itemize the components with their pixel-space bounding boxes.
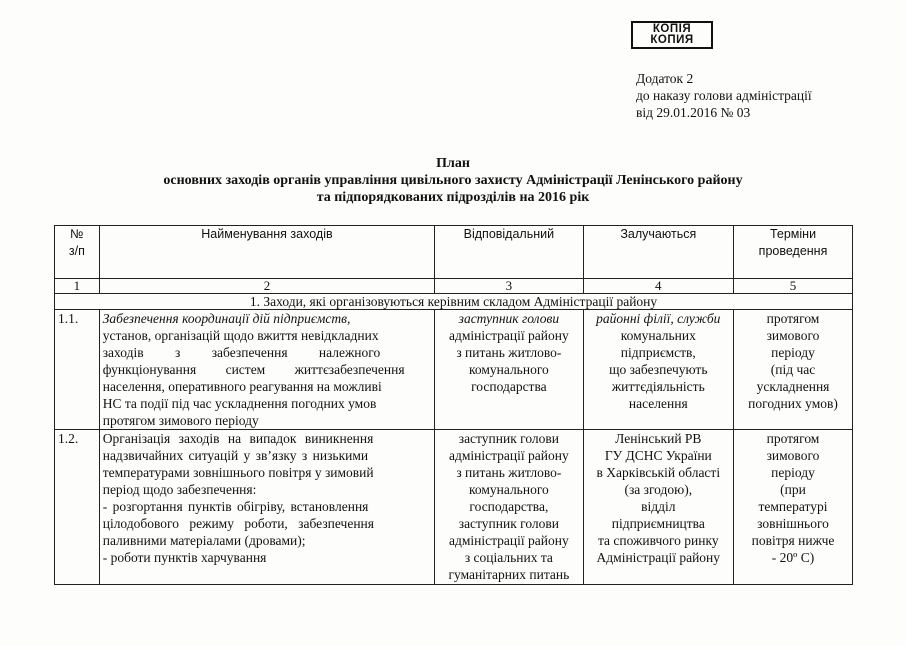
row-measure-name: Організація заходів на випадок виникнення надзвичайних ситуацій у зв’язку з низькими температурами зовнішнього повітря у зимовий період щодо забезпечення: - розгортання пунктів обігріву, встановлення цілодобового режиму роботи, забезпечення паливними матеріалами (дровами); - роботи пунктів харчування: [99, 430, 434, 585]
table-row: [55, 430, 853, 585]
column-number: 5: [734, 279, 853, 294]
header-terms: Терміни проведення: [734, 226, 853, 279]
appendix-line-1: Додаток 2: [636, 71, 694, 86]
stamp-line-1: КОПІЯ: [652, 23, 692, 35]
table-header-row: [55, 226, 853, 279]
appendix-line-3: від 29.01.2016 № 03: [636, 105, 751, 120]
column-number: 3: [435, 279, 583, 294]
row-involved: Ленінський РВ ГУ ДСНС України в Харківській області (за згодою), відділ підприємництва та споживчого ринку Адміністрації району: [583, 430, 733, 585]
row-terms: протягом зимового періоду (під час ускладнення погодних умов): [734, 310, 853, 430]
appendix-note: [636, 70, 812, 121]
row-measure-name: Забезпечення координації дій підприємств, установ, організацій щодо вжиття невідкладних заходів з забезпечення належного функціонування систем життєзабезпечення населення, оперативного реагування на можливі НС та події під час ускладнення погодних умов протягом зимового періоду: [99, 310, 434, 430]
appendix-line-2: до наказу голови адміністрації: [636, 88, 812, 103]
section-heading-row: [55, 294, 853, 310]
title-line-2: основних заходів органів управління цивільного захисту Адміністрації Ленінського району: [163, 173, 743, 188]
row-involved: районні філії, служби комунальних підприємств, що забезпечують життєдіяльність населення: [583, 310, 733, 430]
row-number: 1.2.: [55, 430, 100, 585]
column-number: 4: [583, 279, 733, 294]
header-responsible: Відповідальний: [435, 226, 583, 279]
title-line-1: План: [436, 156, 470, 171]
table-row: [55, 310, 853, 430]
title-line-3: та підпорядкованих підрозділів на 2016 рік: [316, 190, 590, 205]
row-responsible: заступник голови адміністрації району з питань житлово- комунального господарства, заступник голови адміністрації району з соціальних та гуманітарних питань: [435, 430, 583, 585]
column-number: 1: [55, 279, 100, 294]
header-name: Найменування заходів: [99, 226, 434, 279]
header-involved: Залучаються: [583, 226, 733, 279]
row-number: 1.1.: [55, 310, 100, 430]
header-number: № з/п: [55, 226, 100, 279]
section-heading: 1. Заходи, які організовуються керівним складом Адміністрації району: [55, 294, 853, 310]
stamp-line-2: КОПИЯ: [650, 34, 694, 46]
row-responsible: заступник голови адміністрації району з питань житлово- комунального господарства: [435, 310, 583, 430]
copy-stamp: [631, 21, 713, 49]
plan-table: [54, 225, 853, 585]
row-terms: протягом зимового періоду (при температурі зовнішнього повітря нижче - 20º С): [734, 430, 853, 585]
column-numbers-row: [55, 279, 853, 294]
column-number: 2: [99, 279, 434, 294]
document-title: [0, 155, 906, 206]
